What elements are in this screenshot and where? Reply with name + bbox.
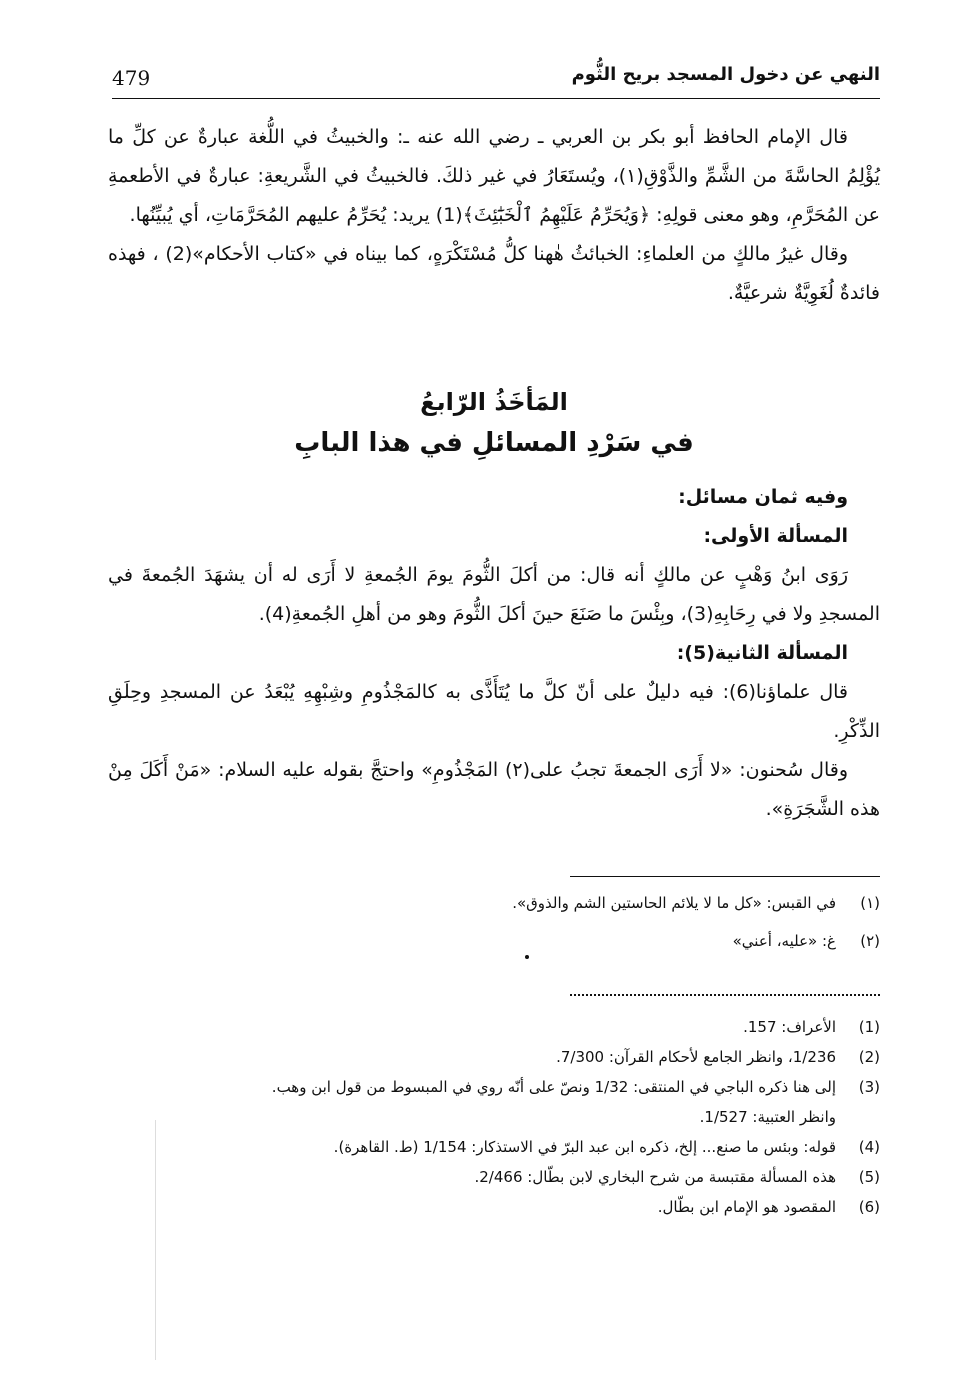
section-subheading: في سَرْدِ المسائلِ في هذا البابِ bbox=[294, 428, 694, 458]
paragraph-definition: قال الإمام الحافظ أبو بكر بن العربي ـ رضي الله عنه ـ: والخبيثُ في اللُّغة عبارةٌ عن كلِّ ما يُؤْلِمُ الحاسَّةَ من الشَّمِّ والذَّوْقِ(١)، ويُستَعَارُ في غير ذلكَ. فالخبيثُ في الشَّريعةِ: عبارةٌ في الأطعمةِ عن المُحَرَّمِ، وهو معنى قولِهِ: ﴿وَيُحَرِّمُ عَلَيْهِمُ ٱلْخَبَٰٓئِثَ﴾(1) يريد: يُحَرِّمُ عليهم المُحَرَّمَاتِ، أي يُبيِّنُها. bbox=[108, 126, 880, 226]
footnote-item: (١)في القبس: «كل ما لا يلائم الحاستين الشم والذوق». bbox=[512, 894, 880, 912]
footnote-item: (6)المقصود هو الإمام ابن بطّال. bbox=[657, 1198, 880, 1216]
issue-2-sahnun: وقال سُحنون: «لا أَرَى الجمعةَ تجبُ على(٢) المَجْذُومِ» واحتجَّ بقوله عليه السلام: «مَنْ أَكَلَ مِنْ هذه الشَّجَرَةِ». bbox=[108, 759, 880, 820]
paragraph-other-scholars: وقال غيرُ مالكٍ من العلماءِ: الخبائثُ هٰهنا كلُّ مُسْتَكْرَهٍ، كما بيناه في «كتاب الأحكام»(2) ، فهذه فائدةٌ لُغَوِيَّةٌ شرعيَّةٌ. bbox=[108, 243, 880, 304]
footnote-item: (2)1/236، وانظر الجامع لأحكام القرآن: 7/300. bbox=[556, 1048, 880, 1066]
issue-1-text: رَوَى ابنُ وَهْبٍ عن مالكٍ أنه قال: من أكلَ الثُّومَ يومَ الجُمعةِ لا أَرَى له أن يشهَدَ الجُمعةَ في المسجدِ ولا في رِحَابِهِ(3)، وبِئْسَ ما صَنَعَ حينَ أكلَ الثُّومَ وهو من أهلِ الجُمعةِ(4). bbox=[108, 564, 880, 625]
running-title: النهي عن دخول المسجد بريح الثُّوم bbox=[571, 64, 880, 85]
page-header bbox=[112, 58, 880, 99]
issue-1-title: المسألة الأولى: bbox=[703, 525, 848, 547]
manuscript-footnotes bbox=[108, 888, 880, 956]
stray-dot bbox=[525, 955, 529, 959]
footnote-item: (5)هذه المسألة مقتبسة من شرح البخاري لابن بطّال: 2/466. bbox=[474, 1168, 880, 1186]
footnote-continuation: وانظر العتبية: 1/527. bbox=[699, 1108, 836, 1126]
footnote-item: (٢)غ: «عليه، أعني» bbox=[732, 932, 880, 950]
issues-intro: وفيه ثمان مسائل: bbox=[678, 486, 848, 508]
footnote-item: (1)الأعراف: 157. bbox=[743, 1018, 880, 1036]
footnote-item: (4)قوله: وبئس ما صنع... إلخ، ذكره ابن عبد البرّ في الاستذكار: 1/154 (ط. القاهرة). bbox=[333, 1138, 880, 1156]
scan-artifact-line bbox=[155, 1120, 156, 1360]
footnote-item: (3)إلى هنا ذكره الباجي في المنتقى: 1/32 ونصّ على أنّه روي في المبسوط من قول ابن وهب. bbox=[271, 1078, 880, 1096]
issues-section bbox=[108, 478, 880, 829]
footnote-dotted-separator bbox=[570, 994, 880, 996]
intro-paragraphs bbox=[108, 118, 880, 313]
page-number: 479 bbox=[112, 66, 151, 90]
editor-footnotes bbox=[108, 1012, 880, 1222]
issue-2-text: قال علماؤنا(6): فيه دليلٌ على أنّ كلَّ ما يُتَأَذَّى به كالمَجْذُومِ وشِبْهِهِ يُبْعَدُ عن المسجدِ وحِلَقِ الذِّكْرِ. bbox=[108, 681, 880, 742]
footnote-separator bbox=[570, 876, 880, 877]
section-heading: المَأخَذُ الرّابعُ bbox=[420, 388, 568, 416]
issue-2-title: المسألة الثانية(5): bbox=[676, 642, 848, 664]
